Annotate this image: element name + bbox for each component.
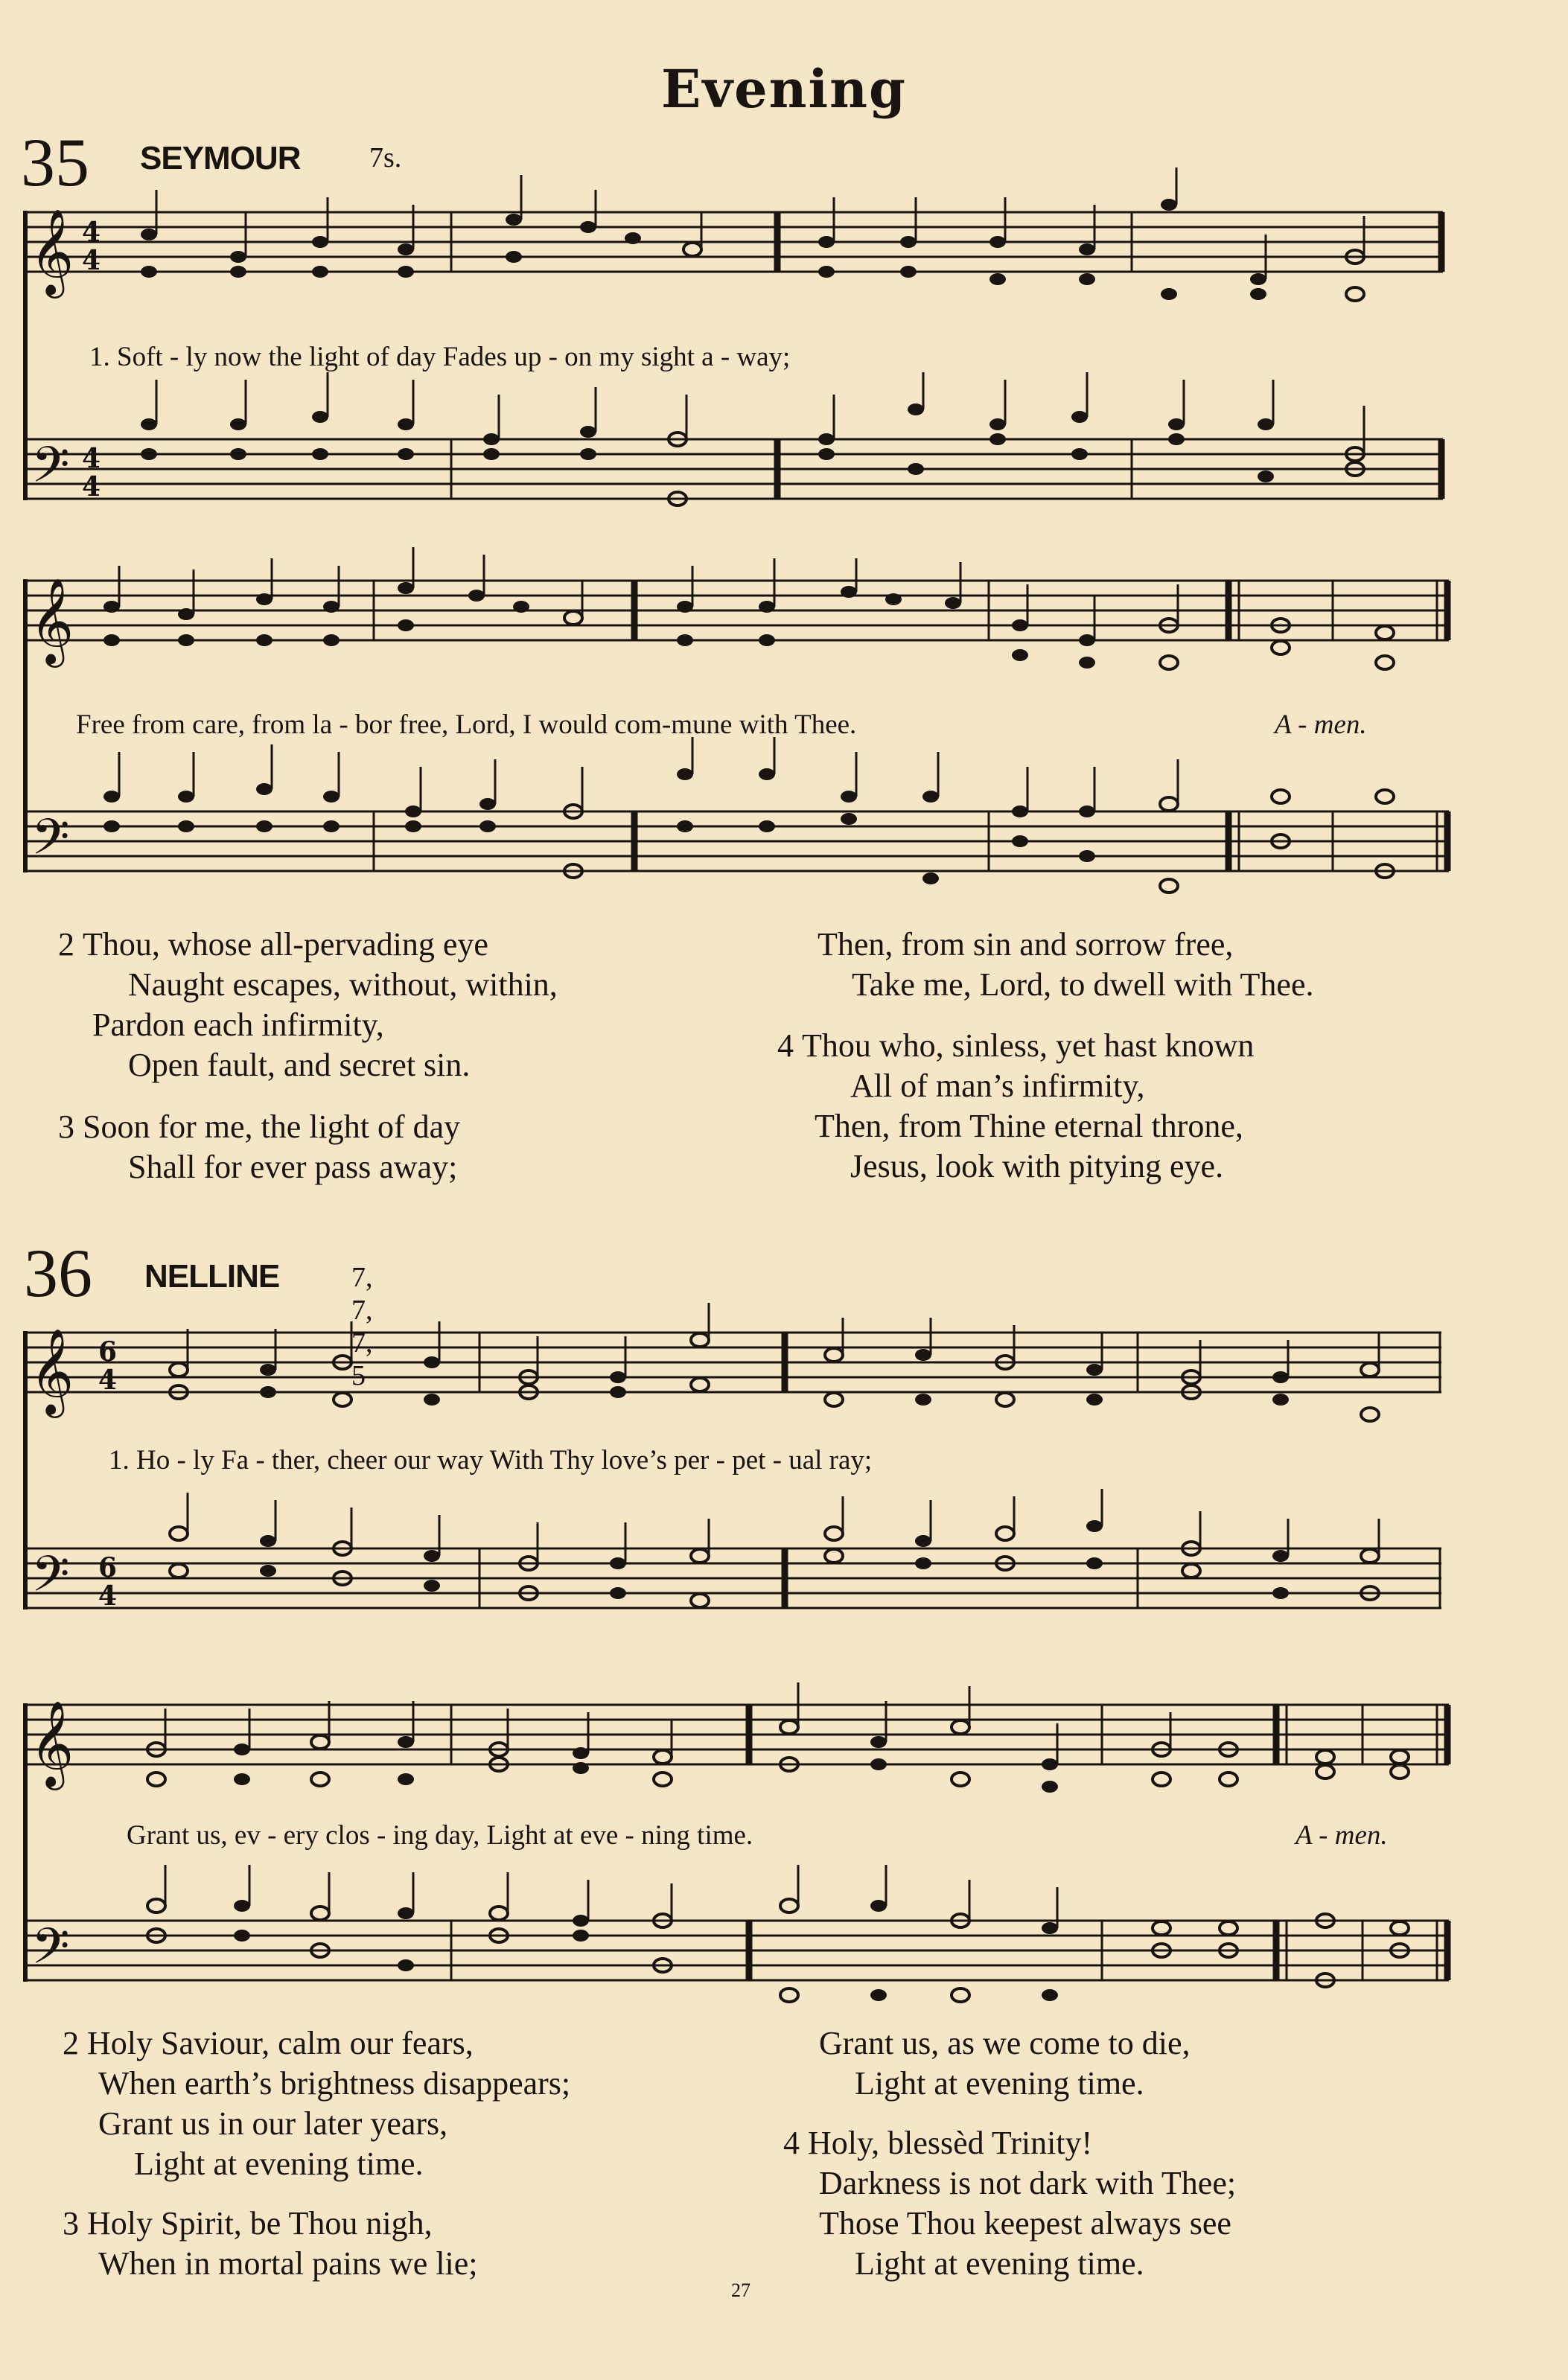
note — [1042, 1758, 1058, 1770]
note — [1361, 1408, 1379, 1421]
note — [573, 1930, 589, 1942]
note — [1316, 1765, 1334, 1778]
amen-lyric: A - men. — [1275, 709, 1367, 740]
treble-clef-icon: 𝄞 — [30, 1700, 74, 1787]
lyric-line: Grant us, ev - ery clos - ing day, Light at eve - ning time. — [127, 1820, 753, 1851]
note — [311, 1773, 329, 1786]
note — [1153, 1773, 1170, 1786]
note — [952, 1988, 969, 2002]
verse-line: Grant us in our later years, — [98, 2105, 448, 2142]
note — [1361, 1363, 1379, 1376]
verse-line: Thou, whose all-pervading eye — [83, 926, 488, 963]
note — [780, 1899, 798, 1912]
note — [691, 1378, 709, 1391]
time-signature-bottom: 4 — [98, 1365, 118, 1396]
verse-line: Open fault, and secret sin. — [128, 1047, 471, 1083]
hymn-36-system-1-bass-staff — [27, 1548, 1441, 1608]
note — [1391, 1765, 1409, 1778]
note — [234, 1743, 250, 1755]
note — [424, 1356, 440, 1368]
note — [1391, 1921, 1409, 1935]
note — [610, 1371, 626, 1383]
note — [654, 1750, 672, 1764]
note — [825, 1549, 843, 1563]
note — [1086, 1364, 1103, 1376]
note — [398, 1959, 414, 1971]
verse-line: Soon for me, the light of day — [83, 1108, 461, 1145]
hymn-36-system-1-treble-staff — [27, 1333, 1441, 1392]
note — [1316, 1750, 1334, 1764]
bass-clef-icon: 𝄢 — [31, 436, 70, 505]
time-signature-top: 4 — [82, 217, 101, 248]
lyric-line: 1. Ho - ly Fa - ther, cheer our way With Thy love’s per - pet - ual ray; — [109, 1445, 873, 1475]
verse-line: Darkness is not dark with Thee; — [819, 2165, 1237, 2201]
verse-line: All of man’s infirmity, — [850, 1068, 1145, 1104]
note — [424, 1550, 440, 1562]
verse-line: When earth’s brightness disappears; — [98, 2065, 571, 2102]
time-signature-top: 6 — [98, 1336, 118, 1368]
note — [952, 1773, 969, 1786]
note — [691, 1333, 709, 1347]
note — [424, 1580, 440, 1592]
note — [260, 1565, 276, 1577]
note — [915, 1394, 931, 1406]
note — [1086, 1520, 1103, 1532]
verse-line: Light at evening time. — [855, 2245, 1144, 2282]
verse-3 — [63, 2204, 478, 2284]
page-title: Evening — [661, 58, 907, 120]
note — [573, 1747, 589, 1759]
verse-2 — [63, 2023, 570, 2184]
note — [398, 1736, 414, 1748]
verse-3-continued — [819, 2023, 1191, 2104]
note — [1086, 1557, 1103, 1569]
note — [490, 1907, 508, 1920]
note — [996, 1527, 1014, 1540]
hymn-number: 36 — [24, 1235, 92, 1311]
amen-lyric: A - men. — [1295, 1820, 1388, 1851]
verse-line: Shall for ever pass away; — [128, 1149, 458, 1185]
verse-line: Take me, Lord, to dwell with Thee. — [852, 966, 1314, 1003]
note — [825, 1393, 843, 1406]
note — [398, 1907, 414, 1919]
verse-line: Thou who, sinless, yet hast known — [802, 1027, 1255, 1064]
verse-number: 3 — [58, 1108, 74, 1145]
note — [311, 1907, 329, 1920]
note — [1272, 1371, 1289, 1383]
note — [1391, 1750, 1409, 1764]
note — [1042, 1922, 1058, 1934]
verse-line: Grant us, as we come to die, — [819, 2025, 1191, 2061]
verse-line: Jesus, look with pitying eye. — [850, 1148, 1224, 1184]
note — [1272, 1587, 1289, 1599]
note — [260, 1364, 276, 1376]
time-signature-top: 4 — [82, 443, 101, 474]
verse-line: Pardon each infirmity, — [92, 1006, 384, 1043]
note — [1220, 1773, 1237, 1786]
note — [610, 1587, 626, 1599]
verse-line: Light at evening time. — [855, 2065, 1144, 2102]
note — [825, 1527, 843, 1540]
time-signature-bottom: 4 — [98, 1580, 118, 1612]
verse-line: Naught escapes, without, within, — [128, 966, 558, 1003]
note — [1272, 1394, 1289, 1406]
note — [234, 1773, 250, 1785]
verse-line: Then, from sin and sorrow free, — [818, 926, 1234, 963]
verse-line: Those Thou keepest always see — [819, 2205, 1231, 2242]
time-signature-top: 6 — [98, 1552, 118, 1583]
note — [870, 1736, 887, 1748]
note — [424, 1394, 440, 1406]
note — [170, 1363, 188, 1376]
time-signature-bottom: 4 — [82, 245, 101, 276]
tune-name: NELLINE — [144, 1258, 280, 1295]
verse-line: When in mortal pains we lie; — [98, 2245, 478, 2282]
note — [1042, 1781, 1058, 1793]
note — [915, 1557, 931, 1569]
note — [1086, 1394, 1103, 1406]
verse-line: Then, from Thine eternal throne, — [815, 1108, 1243, 1144]
note — [691, 1549, 709, 1563]
note — [1220, 1921, 1237, 1935]
note — [996, 1393, 1014, 1406]
bass-clef-icon: 𝄢 — [31, 1918, 70, 1987]
note — [1153, 1921, 1170, 1935]
note — [691, 1594, 709, 1607]
verse-number: 4 — [777, 1027, 794, 1064]
note — [915, 1349, 931, 1361]
bass-clef-icon: 𝄢 — [31, 1545, 70, 1615]
bass-clef-icon: 𝄢 — [31, 808, 70, 878]
note — [234, 1930, 250, 1942]
note — [780, 1988, 798, 2002]
note — [260, 1386, 276, 1398]
meter: 7, 7, 7, 5 — [351, 1262, 373, 1391]
note — [825, 1348, 843, 1362]
lyric-line: Free from care, from la - bor free, Lord, I would com-mune with Thee. — [76, 709, 857, 740]
note — [780, 1720, 798, 1734]
note — [170, 1564, 188, 1577]
verse-4 — [783, 2123, 1236, 2284]
meter: 7s. — [369, 142, 402, 173]
tune-name: SEYMOUR — [140, 140, 301, 176]
note — [234, 1900, 250, 1912]
lyric-line: 1. Soft - ly now the light of day Fades up - on my sight a - way; — [89, 342, 791, 372]
treble-clef-icon: 𝄞 — [30, 1327, 74, 1414]
note — [870, 1758, 887, 1770]
note — [610, 1386, 626, 1398]
note — [952, 1720, 969, 1734]
treble-clef-icon: 𝄞 — [30, 208, 74, 295]
note — [311, 1735, 329, 1749]
note — [654, 1773, 672, 1786]
note — [915, 1535, 931, 1547]
note — [147, 1899, 165, 1912]
verse-line: Light at evening time. — [134, 2145, 424, 2182]
page-number: 27 — [731, 2279, 750, 2301]
note — [1361, 1549, 1379, 1563]
verse-number: 2 — [58, 926, 74, 963]
note — [170, 1527, 188, 1540]
hymn-36-system-2-bass-staff — [27, 1921, 1449, 1980]
note — [573, 1762, 589, 1774]
time-signature-bottom: 4 — [82, 471, 101, 503]
note — [610, 1557, 626, 1569]
note — [334, 1393, 351, 1406]
verse-line: Holy, blessèd Trinity! — [808, 2125, 1093, 2161]
note — [870, 1900, 887, 1912]
note — [573, 1915, 589, 1927]
note — [1272, 1550, 1289, 1562]
note — [1182, 1564, 1200, 1577]
verse-line: Holy Saviour, calm our fears, — [87, 2025, 474, 2061]
note — [398, 1773, 414, 1785]
verse-number: 2 — [63, 2025, 79, 2061]
verse-number: 4 — [783, 2125, 800, 2161]
verse-number: 3 — [63, 2205, 79, 2242]
verse-line: Holy Spirit, be Thou nigh, — [87, 2205, 433, 2242]
note — [870, 1989, 887, 2001]
note — [147, 1773, 165, 1786]
hymn-number: 35 — [21, 124, 89, 200]
note — [260, 1535, 276, 1547]
treble-clef-icon: 𝄞 — [30, 577, 74, 664]
note — [1042, 1989, 1058, 2001]
